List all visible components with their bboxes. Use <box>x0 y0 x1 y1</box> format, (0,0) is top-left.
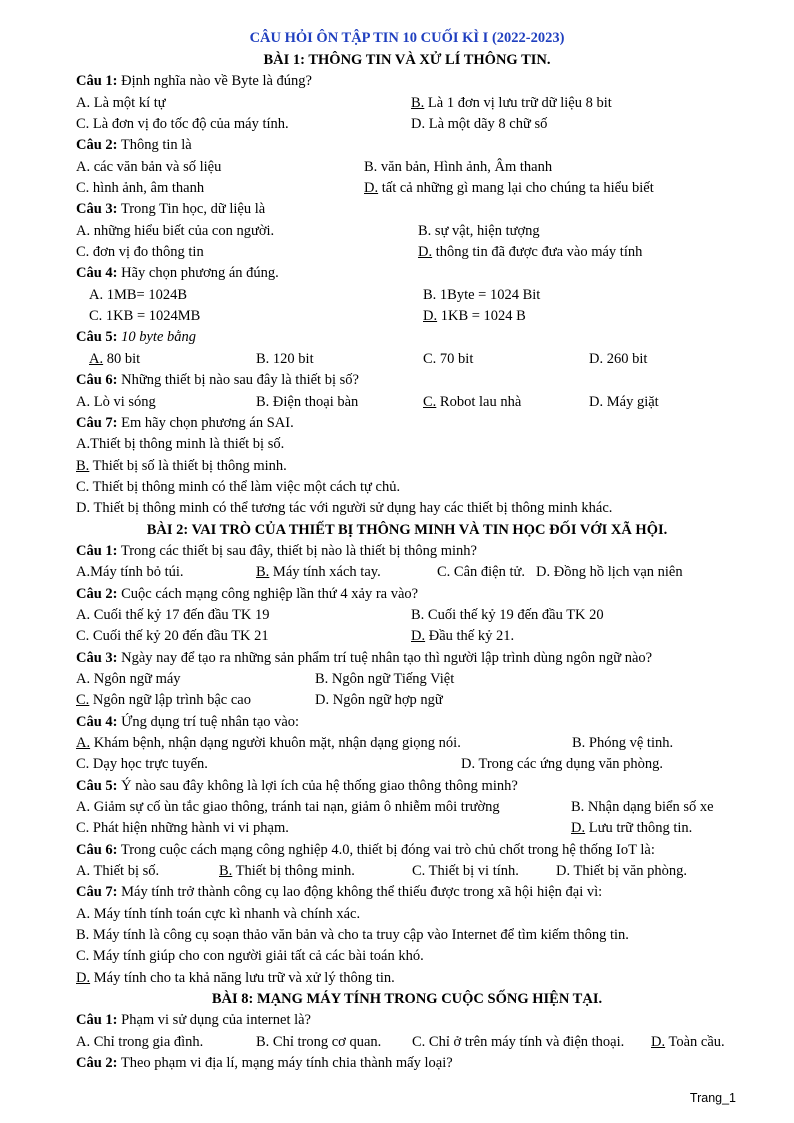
answer-letter: C. <box>412 1033 426 1050</box>
answer-option <box>76 456 287 477</box>
answer-row <box>76 456 738 477</box>
answer-text: Ngôn ngữ Tiếng Việt <box>328 670 455 687</box>
answer-option <box>76 392 156 413</box>
answer-text: Trong các ứng dụng văn phòng. <box>475 756 664 773</box>
answer-row <box>76 946 738 967</box>
answer-letter: A. <box>76 436 91 453</box>
answer-option <box>76 562 184 583</box>
answer-row <box>76 306 738 327</box>
question <box>76 1053 738 1074</box>
question <box>76 712 738 733</box>
question-text: Trong các thiết bị sau đây, thiết bị nào là thiết bị thông minh? <box>117 542 477 559</box>
answer-letter: D. <box>411 116 426 133</box>
question-number: Câu 1: <box>76 73 118 90</box>
question-number: Câu 5: <box>76 777 118 794</box>
answer-option <box>76 861 159 882</box>
answer-option <box>76 754 208 775</box>
answer-option <box>423 392 521 413</box>
question-text: Hãy chọn phương án đúng. <box>117 265 279 282</box>
answer-text: Thiết bị thông minh có thể làm việc một cách tự chủ. <box>89 478 401 495</box>
answer-text: Máy tính tính toán cực kì nhanh và chính xác. <box>90 905 361 922</box>
question <box>76 370 738 391</box>
answer-text: hình ảnh, âm thanh <box>89 180 205 197</box>
answer-option <box>76 221 274 242</box>
answer-text: Chỉ trong cơ quan. <box>269 1033 382 1050</box>
answer-row <box>76 93 738 114</box>
answer-letter: B. <box>256 350 270 367</box>
answer-text: Toàn cầu. <box>665 1033 725 1050</box>
answer-option <box>256 392 358 413</box>
answer-row <box>76 477 738 498</box>
answer-option <box>364 178 654 199</box>
question <box>76 840 738 861</box>
question-text: Máy tính trở thành công cụ lao động không thể thiếu được trong xã hội hiện đại vì: <box>117 884 603 901</box>
question <box>76 648 738 669</box>
question-text: Trong Tin học, dữ liệu là <box>117 201 266 218</box>
answer-option <box>76 690 251 711</box>
answer-row <box>76 861 738 882</box>
answer-option <box>536 562 683 583</box>
answer-option <box>76 669 181 690</box>
answer-option <box>411 605 604 626</box>
question-number: Câu 2: <box>76 1055 118 1072</box>
answer-letter: C. <box>76 116 90 133</box>
answer-text: Máy giặt <box>603 393 659 410</box>
answer-letter: D. <box>411 628 426 645</box>
answer-letter: A. <box>76 564 91 581</box>
answer-letter: D. <box>556 863 571 880</box>
answer-option <box>89 285 187 306</box>
answer-text: văn bản, Hình ảnh, Âm thanh <box>377 158 553 175</box>
answer-text: 1MB= 1024B <box>103 286 188 303</box>
answer-option <box>315 669 454 690</box>
answer-row <box>76 349 738 370</box>
answer-row <box>76 904 738 925</box>
answer-letter: B. <box>411 606 425 623</box>
answer-row <box>76 1032 738 1053</box>
answer-option <box>556 861 687 882</box>
question <box>76 263 738 284</box>
answer-option <box>76 477 400 498</box>
answer-option <box>589 392 659 413</box>
answer-option <box>461 754 663 775</box>
answer-letter: A. <box>76 222 91 239</box>
answer-row <box>76 754 738 775</box>
answer-letter: C. <box>76 180 90 197</box>
question <box>76 135 738 156</box>
question-number: Câu 3: <box>76 649 118 666</box>
answer-letter: C. <box>423 350 437 367</box>
answer-option <box>423 285 540 306</box>
answer-letter: A. <box>76 863 91 880</box>
question-text: Ý nào sau đây không là lợi ích của hệ thống giao thông thông minh? <box>117 777 518 794</box>
answer-option <box>76 498 612 519</box>
answer-letter: A. <box>89 286 104 303</box>
answer-letter: C. <box>76 478 90 495</box>
question-text: Phạm vi sử dụng của internet là? <box>117 1012 311 1029</box>
question <box>76 1010 738 1031</box>
answer-text: thông tin đã được đưa vào máy tính <box>432 244 643 261</box>
answer-letter: D. <box>423 308 438 325</box>
answer-option <box>589 349 647 370</box>
question-number: Câu 3: <box>76 201 118 218</box>
answer-text: Giảm sự cố ùn tắc giao thông, tránh tai nạn, giảm ô nhiễm môi trường <box>90 799 500 816</box>
answer-letter: B. <box>256 1033 270 1050</box>
question-number: Câu 1: <box>76 1012 118 1029</box>
question <box>76 584 738 605</box>
question <box>76 71 738 92</box>
page-number: Trang_1 <box>689 1091 736 1105</box>
answer-text: 260 bit <box>603 350 648 367</box>
answer-text: 1KB = 1024 B <box>437 308 526 325</box>
answer-option <box>411 114 547 135</box>
answer-letter: A. <box>76 1033 91 1050</box>
answer-option <box>76 434 284 455</box>
answer-option <box>76 1032 203 1053</box>
answer-letter: C. <box>76 756 90 773</box>
answer-option <box>412 861 519 882</box>
answer-text: Là đơn vị đo tốc độ của máy tính. <box>89 116 289 133</box>
answer-letter: D. <box>418 244 433 261</box>
answer-option <box>437 562 525 583</box>
answer-option <box>219 861 355 882</box>
answer-letter: B. <box>418 222 432 239</box>
answer-option <box>571 818 692 839</box>
answer-text: Thiết bị thông minh là thiết bị số. <box>90 436 285 453</box>
question <box>76 541 738 562</box>
answer-option <box>571 797 714 818</box>
answer-option <box>423 306 526 327</box>
answer-option <box>418 221 540 242</box>
answer-letter: D. <box>589 350 604 367</box>
answer-text: Thiết bị thông minh. <box>232 863 355 880</box>
question-text: Cuộc cách mạng công nghiệp lần thứ 4 xảy ra vào? <box>117 585 419 602</box>
answer-letter: C. <box>76 692 90 709</box>
answer-letter: A. <box>76 905 91 922</box>
answer-text: Cuối thế kỷ 17 đến đầu TK 19 <box>90 606 270 623</box>
answer-row <box>76 690 738 711</box>
question-number: Câu 5: <box>76 329 118 346</box>
answer-text: Đầu thế kỷ 21. <box>425 628 515 645</box>
answer-row <box>76 285 738 306</box>
answer-row <box>76 178 738 199</box>
answer-letter: B. <box>364 158 378 175</box>
answer-option <box>572 733 673 754</box>
answer-text: Máy tính là công cụ soạn thảo văn bản và cho ta truy cập vào Internet để tìm kiếm thông tin. <box>89 927 629 944</box>
answer-row <box>76 818 738 839</box>
answer-letter: D. <box>571 820 586 837</box>
answer-text: Dạy học trực tuyến. <box>89 756 208 773</box>
answer-text: Ngôn ngữ lập trình bậc cao <box>89 692 251 709</box>
answer-letter: C. <box>76 948 90 965</box>
answer-row <box>76 797 738 818</box>
answer-row <box>76 968 738 989</box>
question-number: Câu 2: <box>76 137 118 154</box>
question-number: Câu 4: <box>76 265 118 282</box>
question-text: Trong cuộc cách mạng công nghiệp 4.0, thiết bị đóng vai trò chủ chốt trong hệ thống IoT là: <box>117 841 655 858</box>
answer-text: Là một dãy 8 chữ số <box>425 116 548 133</box>
answer-text: Thiết bị số. <box>90 863 160 880</box>
answer-text: Máy tính cho ta khả năng lưu trữ và xử lý thông tin. <box>90 969 395 986</box>
answer-option <box>364 157 552 178</box>
answer-letter: B. <box>219 863 233 880</box>
answer-letter: B. <box>423 286 437 303</box>
answer-letter: B. <box>76 927 90 944</box>
section-heading: BÀI 8: MẠNG MÁY TÍNH TRONG CUỘC SỐNG HIỆN TẠI. <box>211 991 603 1008</box>
answer-text: Thiết bị văn phòng. <box>570 863 688 880</box>
answer-text: 1KB = 1024MB <box>102 308 201 325</box>
question-text: Em hãy chọn phương án SAI. <box>117 414 294 431</box>
answer-text: Điện thoại bàn <box>269 393 359 410</box>
question-text: Những thiết bị nào sau đây là thiết bị số? <box>117 372 359 389</box>
answer-letter: C. <box>423 393 437 410</box>
answer-option <box>256 562 381 583</box>
answer-row <box>76 114 738 135</box>
answer-text: Cân điện tử. <box>450 564 526 581</box>
question-number: Câu 7: <box>76 414 118 431</box>
answer-letter: D. <box>315 692 330 709</box>
question-text: 10 byte bằng <box>117 329 197 346</box>
answer-text: các văn bản và số liệu <box>90 158 222 175</box>
answer-letter: D. <box>76 500 91 517</box>
answer-text: Nhận dạng biển số xe <box>584 799 714 816</box>
answer-text: Thiết bị thông minh có thể tương tác với người sử dụng hay các thiết bị thông minh khác. <box>90 500 613 517</box>
answer-letter: A. <box>76 606 91 623</box>
question <box>76 199 738 220</box>
answer-letter: D. <box>536 564 551 581</box>
answer-text: Cuối thế kỷ 20 đến đầu TK 21 <box>89 628 269 645</box>
answer-option <box>76 93 166 114</box>
answer-row <box>76 242 738 263</box>
answer-letter: C. <box>89 308 103 325</box>
answer-text: Là một kí tự <box>90 94 166 111</box>
answer-text: sự vật, hiện tượng <box>431 222 540 239</box>
answer-letter: B. <box>256 393 270 410</box>
answer-row <box>76 221 738 242</box>
question-text: Thông tin là <box>117 137 192 154</box>
answer-letter: A. <box>76 94 91 111</box>
document-page <box>76 29 738 1075</box>
answer-text: Cuối thế kỷ 19 đến đầu TK 20 <box>424 606 604 623</box>
answer-letter: A. <box>76 799 91 816</box>
answer-row <box>76 605 738 626</box>
answer-text: 70 bit <box>436 350 474 367</box>
answer-letter: C. <box>76 820 90 837</box>
answer-letter: B. <box>572 735 586 751</box>
answer-row <box>76 626 738 647</box>
answer-letter: C. <box>76 244 90 261</box>
answer-letter: C. <box>76 628 90 645</box>
question <box>76 882 738 903</box>
answer-letter: D. <box>364 180 379 197</box>
document-content <box>76 50 738 1075</box>
answer-option <box>76 178 204 199</box>
answer-text: Chỉ trong gia đình. <box>90 1033 204 1050</box>
answer-option <box>411 93 612 114</box>
answer-text: Phát hiện những hành vi vi phạm. <box>89 820 289 837</box>
question-text: Theo phạm vi địa lí, mạng máy tính chia thành mấy loại? <box>117 1055 453 1072</box>
answer-letter: B. <box>76 457 90 474</box>
question-number: Câu 1: <box>76 542 118 559</box>
answer-text: Đồng hồ lịch vạn niên <box>550 564 683 581</box>
section-heading: BÀI 1: THÔNG TIN VÀ XỬ LÍ THÔNG TIN. <box>263 52 551 68</box>
answer-text: Máy tính giúp cho con người giải tất cả các bài toán khó. <box>89 948 424 965</box>
answer-row <box>76 434 738 455</box>
answer-letter: A. <box>76 158 91 175</box>
answer-letter: B. <box>571 799 585 816</box>
question <box>76 413 738 434</box>
answer-text: Là 1 đơn vị lưu trữ dữ liệu 8 bit <box>424 94 612 111</box>
question-text: Ngày nay để tạo ra những sản phẩm trí tuệ nhân tạo thì người lập trình dùng ngôn ngữ nào? <box>117 649 653 666</box>
answer-letter: C. <box>437 564 451 581</box>
answer-text: 80 bit <box>103 350 141 367</box>
document-title: CÂU HỎI ÔN TẬP TIN 10 CUỐI KÌ I (2022-2023) <box>249 30 565 46</box>
answer-option <box>76 904 360 925</box>
answer-option <box>76 605 269 626</box>
question-number: Câu 7: <box>76 884 118 901</box>
answer-option <box>412 1032 624 1053</box>
answer-text: Ngôn ngữ máy <box>90 670 181 687</box>
answer-letter: C. <box>412 863 426 880</box>
question-number: Câu 6: <box>76 372 118 389</box>
answer-option <box>76 114 289 135</box>
answer-letter: A. <box>76 670 91 687</box>
answer-row <box>76 562 738 583</box>
answer-option <box>89 306 200 327</box>
answer-text: Lò vi sóng <box>90 393 156 410</box>
answer-row <box>76 733 738 754</box>
answer-text: Máy tính bỏ túi. <box>90 564 184 581</box>
answer-text: Chỉ ở trên máy tính và điện thoại. <box>425 1033 625 1050</box>
section-heading: BÀI 2: VAI TRÒ CỦA THIẾT BỊ THÔNG MINH VÀ TIN HỌC ĐỐI VỚI XÃ HỘI. <box>146 521 668 538</box>
question-text: Ứng dụng trí tuệ nhân tạo vào: <box>117 713 300 730</box>
answer-option <box>418 242 642 263</box>
answer-text: Thiết bị vi tính. <box>425 863 519 880</box>
answer-text: Ngôn ngữ hợp ngữ <box>329 692 443 709</box>
question-number: Câu 6: <box>76 841 118 858</box>
answer-row <box>76 669 738 690</box>
answer-option <box>651 1032 725 1053</box>
answer-option <box>76 797 500 818</box>
answer-text: Khám bệnh, nhận dạng người khuôn mặt, nhận dạng giọng nói. <box>90 735 461 751</box>
answer-option <box>76 818 289 839</box>
answer-row <box>76 157 738 178</box>
answer-letter: B. <box>315 670 329 687</box>
answer-letter: A. <box>76 393 91 410</box>
answer-text: Robot lau nhà <box>436 393 522 410</box>
answer-option <box>76 946 424 967</box>
answer-text: Phóng vệ tinh. <box>585 735 674 751</box>
question-number: Câu 4: <box>76 713 118 730</box>
answer-option <box>315 690 443 711</box>
question <box>76 776 738 797</box>
answer-text: đơn vị đo thông tin <box>89 244 204 261</box>
answer-letter: D. <box>76 969 91 986</box>
answer-option <box>76 733 461 754</box>
question-text: Định nghĩa nào về Byte là đúng? <box>117 73 312 90</box>
answer-text: những hiểu biết của con người. <box>90 222 275 239</box>
answer-letter: B. <box>256 564 270 581</box>
answer-letter: D. <box>461 756 476 773</box>
answer-text: Thiết bị số là thiết bị thông minh. <box>89 457 287 474</box>
answer-row <box>76 498 738 519</box>
answer-option <box>76 968 395 989</box>
answer-option <box>76 626 269 647</box>
answer-text: 1Byte = 1024 Bit <box>436 286 541 303</box>
answer-option <box>423 349 473 370</box>
answer-text: tất cả những gì mang lại cho chúng ta hiểu biết <box>378 180 654 197</box>
question <box>76 327 738 348</box>
answer-option <box>76 242 204 263</box>
answer-option <box>411 626 514 647</box>
answer-option <box>76 925 629 946</box>
answer-option <box>256 349 314 370</box>
answer-row <box>76 392 738 413</box>
answer-text: Lưu trữ thông tin. <box>585 820 693 837</box>
answer-letter: B. <box>411 94 425 111</box>
answer-letter: A. <box>76 735 91 751</box>
answer-text: Máy tính xách tay. <box>269 564 381 581</box>
answer-option <box>76 157 221 178</box>
question-number: Câu 2: <box>76 585 118 602</box>
answer-letter: A. <box>89 350 104 367</box>
answer-row <box>76 925 738 946</box>
answer-text: 120 bit <box>269 350 314 367</box>
answer-option <box>89 349 140 370</box>
answer-option <box>256 1032 381 1053</box>
answer-letter: D. <box>651 1033 666 1050</box>
answer-letter: D. <box>589 393 604 410</box>
